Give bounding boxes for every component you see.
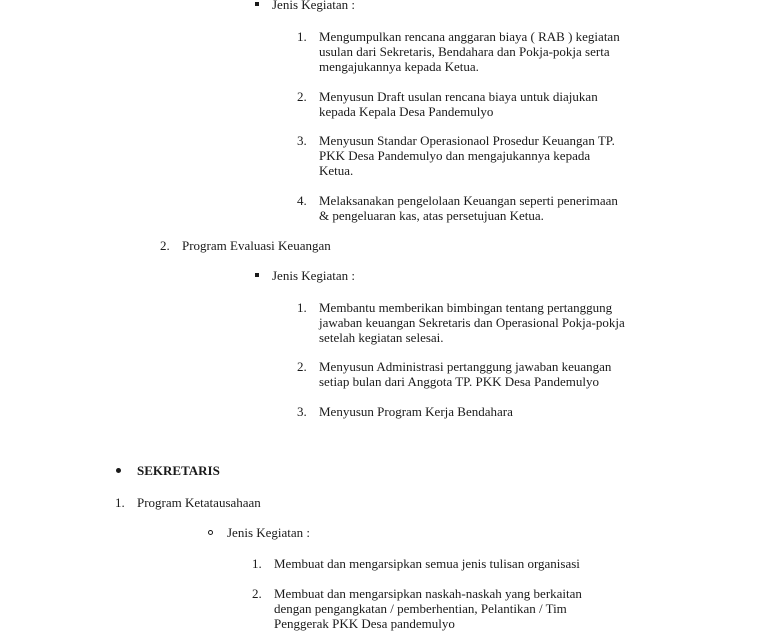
list-item-line: kepada Kepala Desa Pandemulyo — [319, 104, 494, 119]
list-item-line: Menyusun Draft usulan rencana biaya untuk diajukan — [319, 89, 598, 104]
list-item-number: 4. — [297, 193, 307, 208]
list-item-line: setelah kegiatan selesai. — [319, 330, 444, 345]
list-item-line: Membuat dan mengarsipkan naskah-naskah yang berkaitan — [274, 586, 582, 601]
circle-bullet-icon — [208, 530, 213, 535]
list-item-number: 1. — [297, 29, 307, 44]
program-title: Program Evaluasi Keuangan — [182, 238, 331, 253]
kegiatan-label: Jenis Kegiatan : — [272, 0, 356, 12]
list-item-line: dengan pengangkatan / pemberhentian, Pelantikan / Tim — [274, 601, 567, 616]
list-item-line: Melaksanakan pengelolaan Keuangan seperti penerimaan — [319, 193, 618, 208]
list-item-line: Penggerak PKK Desa pandemulyo — [274, 616, 455, 631]
program-number: 2. — [160, 238, 170, 253]
list-item-line: mengajukannya kepada Ketua. — [319, 59, 479, 74]
kegiatan-label: Jenis Kegiatan : — [272, 268, 356, 283]
list-item-line: PKK Desa Pandemulyo dan mengajukannya kepada — [319, 148, 591, 163]
list-item-number: 3. — [297, 133, 307, 148]
list-item-line: Mengumpulkan rencana anggaran biaya ( RAB ) kegiatan — [319, 29, 620, 44]
list-item-line: usulan dari Sekretaris, Bendahara dan Pokja-pokja serta — [319, 44, 610, 59]
list-item-line: & pengeluaran kas, atas persetujuan Ketua. — [319, 208, 544, 223]
list-item-line: Membantu memberikan bimbingan tentang pertanggung — [319, 300, 613, 315]
list-item-line: Ketua. — [319, 163, 354, 178]
list-item-number: 2. — [252, 586, 262, 601]
list-item-line: Menyusun Program Kerja Bendahara — [319, 404, 513, 419]
list-item-line: setiap bulan dari Anggota TP. PKK Desa Pandemulyo — [319, 374, 599, 389]
list-item-line: Menyusun Administrasi pertanggung jawaban keuangan — [319, 359, 612, 374]
list-item-line: jawaban keuangan Sekretaris dan Operasional Pokja-pokja — [319, 315, 625, 330]
list-item-number: 2. — [297, 359, 307, 374]
list-item-line: Menyusun Standar Operasionaol Prosedur Keuangan TP. — [319, 133, 615, 148]
list-item-number: 1. — [297, 300, 307, 315]
list-item-number: 2. — [297, 89, 307, 104]
program-number: 1. — [115, 495, 125, 510]
section-heading: SEKRETARIS — [137, 463, 220, 478]
square-bullet-icon — [255, 2, 259, 6]
list-item-line: Membuat dan mengarsipkan semua jenis tulisan organisasi — [274, 556, 580, 571]
kegiatan-label: Jenis Kegiatan : — [227, 525, 311, 540]
list-item-number: 3. — [297, 404, 307, 419]
square-bullet-icon — [255, 273, 259, 277]
list-item-number: 1. — [252, 556, 262, 571]
program-title: Program Ketatausahaan — [137, 495, 261, 510]
bullet-icon — [116, 468, 121, 473]
